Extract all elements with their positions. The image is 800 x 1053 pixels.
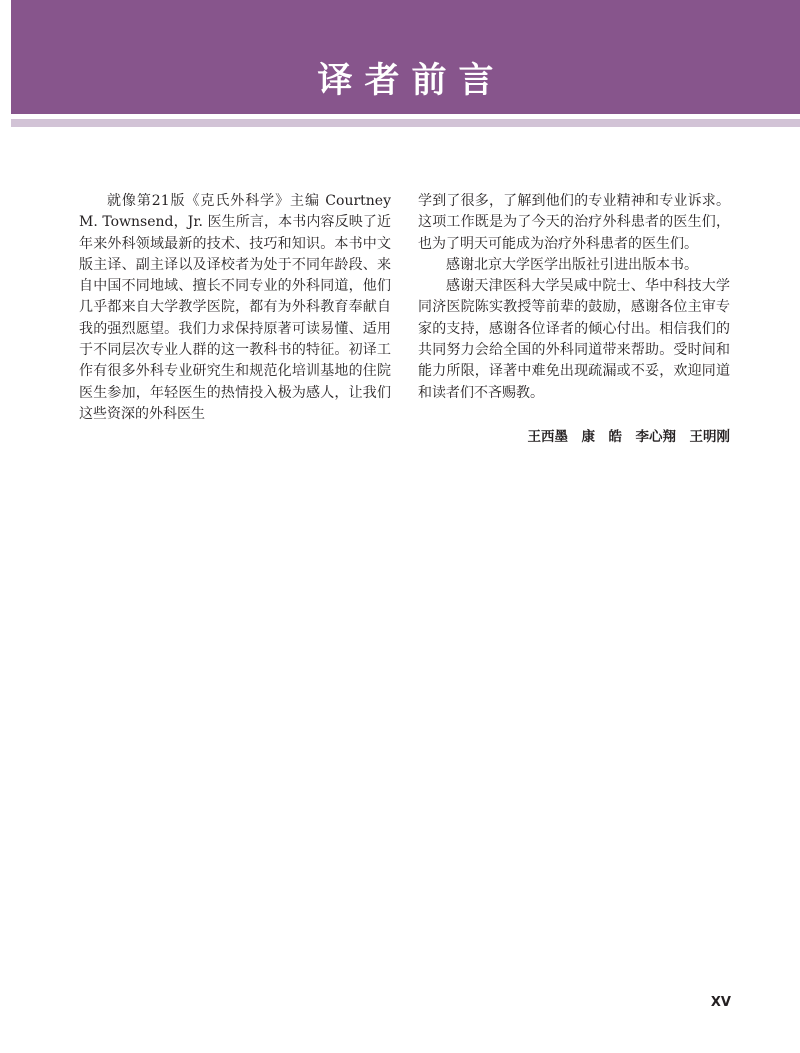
header-stripe [11,119,800,127]
body-paragraph-continuation: 学到了很多，了解到他们的专业精神和专业诉求。这项工作既是为了今天的治疗外科患者的医生们，也为了明天可能成为治疗外科患者的医生们。 [418,193,730,252]
page-title: 译者前言 [317,60,506,101]
page-number: XV [710,995,731,1010]
translator-signature: 王西墨 康 皓 李心翔 王明刚 [527,429,730,445]
body-paragraph: 感谢天津医科大学吴咸中院士、华中科技大学同济医院陈实教授等前辈的鼓励，感谢各位主审专家的支持，感谢各位译者的倾心付出。相信我们的共同努力会给全国的外科同道带来帮助。受时间和能力所限，译著中难免出现疏漏或不妥，欢迎同道和读者们不吝赐教。 [418,278,730,401]
header-band [11,0,800,114]
right-column [418,191,730,404]
left-column [79,191,391,425]
body-paragraph: 感谢北京大学医学出版社引进出版本书。 [446,256,698,273]
body-paragraph: 就像第21版《克氏外科学》主编 Courtney M. Townsend，Jr. 医生所言，本书内容反映了近年来外科领域最新的技术、技巧和知识。本书中文版主译、副主译以及译校者为处于不同年龄段、来自中国不同地域、擅长不同专业的外科同道，他们几乎都来自大学教学医院，都有为外科教育奉献自我的强烈愿望。我们力求保持原著可读易懂、适用于不同层次专业人群的这一教科书的特征。初译工作有很多外科专业研究生和规范化培训基地的住院医生参加，年轻医生的热情投入极为感人，让我们这些资深的外科医生 [79,193,391,422]
